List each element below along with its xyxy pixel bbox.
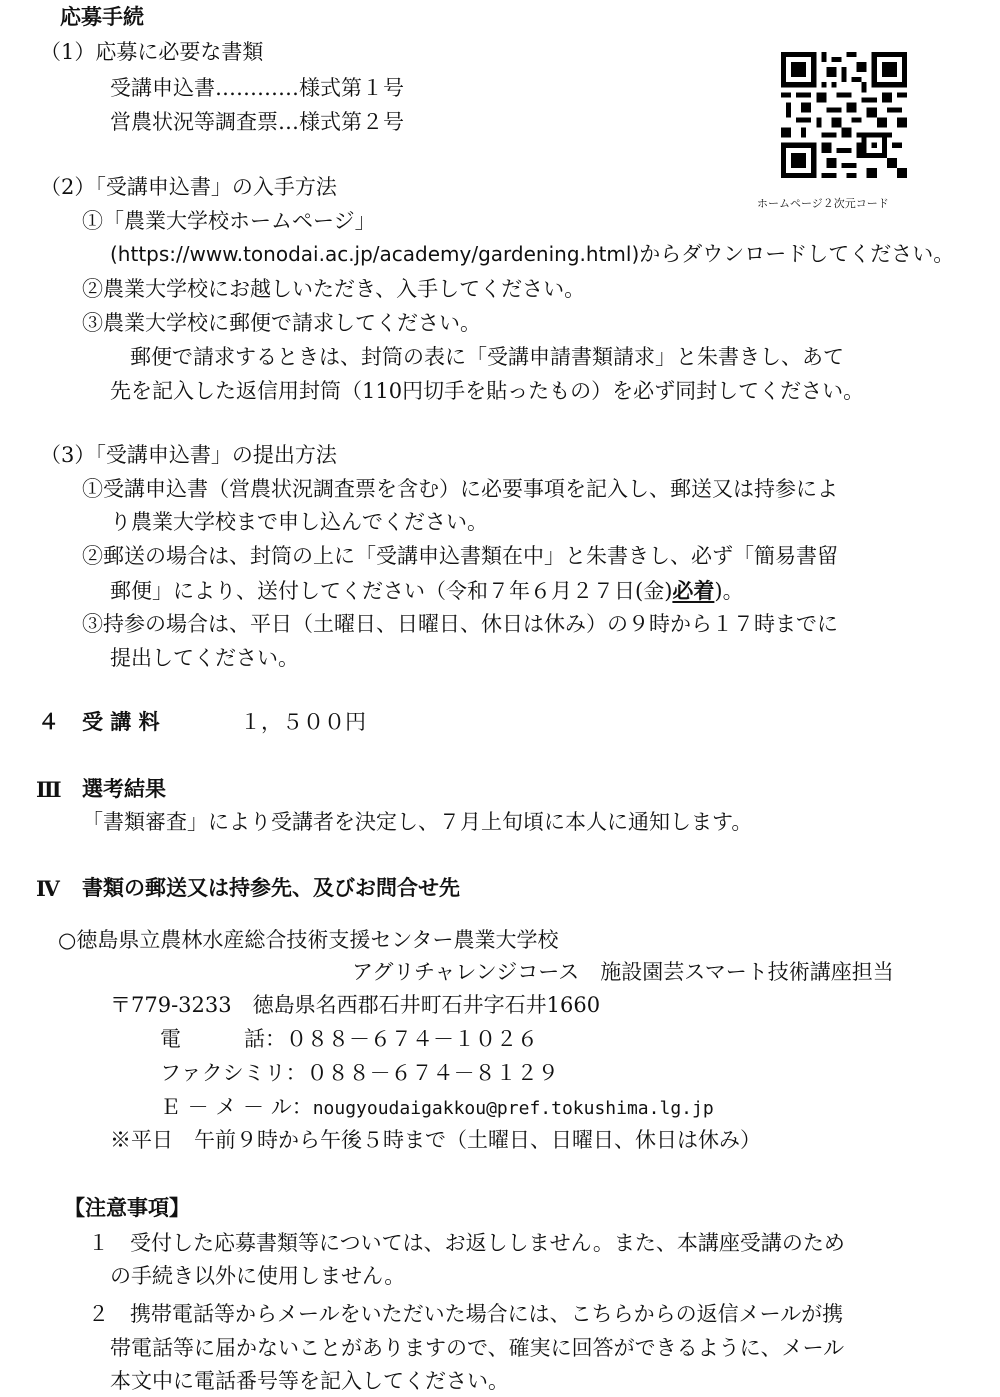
s3-item2-l2c: )。	[714, 579, 744, 603]
s2-item3: ③農業大学校に郵便で請求してください。	[82, 311, 481, 335]
s3-item2-l2a: 郵便」により、送付してください（令和７年６月２７日(金)	[110, 579, 673, 603]
fee-label: 受 講 料	[82, 710, 160, 734]
contact-dept: アグリチャレンジコース 施設園芸スマート技術講座担当	[352, 960, 894, 984]
contact-org: ○徳島県立農林水産総合技術支援センター農業大学校	[58, 928, 559, 952]
apply-heading: 応募手続	[60, 5, 144, 29]
s3-item1-l2: り農業大学校まで申し込んでください。	[110, 510, 488, 534]
contact-hours: ※平日 午前９時から午後５時まで（土曜日、日曜日、休日は休み）	[110, 1128, 761, 1152]
note2-l3: 本文中に電話番号等を記入してください。	[110, 1369, 509, 1393]
homepage-url-link[interactable]: (https://www.tonodai.ac.jp/academy/gardening.html)	[110, 242, 640, 266]
result-text: 「書類審査」により受講者を決定し、７月上旬頃に本人に通知します。	[82, 810, 753, 834]
s1-title: （1）応募に必要な書類	[40, 40, 264, 64]
fee-number: ４	[38, 710, 59, 734]
contact-number: Ⅳ	[36, 876, 60, 901]
tel-number: ０８８－６７４－１０２６	[286, 1027, 538, 1051]
notes-heading: 【注意事項】	[64, 1196, 190, 1220]
s2-item1-rest: からダウンロードしてください。	[639, 242, 955, 266]
contact-fax-row	[160, 1063, 559, 1084]
fax-number: ０８８－６７４－８１２９	[306, 1061, 559, 1085]
email-address[interactable]: nougyoudaigakkou@pref.tokushima.lg.jp	[312, 1098, 714, 1119]
s2-item1: ①「農業大学校ホームページ」	[82, 209, 376, 233]
contact-tel-row	[160, 1029, 538, 1050]
s3-item2-l1: ②郵送の場合は、封筒の上に「受講申込書類在中」と朱書きし、必ず「簡易書留	[82, 544, 838, 568]
s1-doc1: 受講申込書…………様式第１号	[110, 76, 404, 100]
s2-item3-note2: 先を記入した返信用封筒（110円切手を貼ったもの）を必ず同封してください。	[110, 379, 865, 403]
email-label: Ｅ － メ － ル：	[160, 1095, 313, 1119]
fax-label: ファクシミリ：	[160, 1061, 307, 1085]
s2-item3-note1: 郵便で請求するときは、封筒の表に「受講申請書類請求」と朱書きし、あて	[130, 345, 844, 369]
s2-item1-url-line	[110, 244, 954, 265]
qr-caption: ホームページ２次元コード	[757, 197, 889, 210]
arrival-required-note: 必着	[672, 578, 715, 603]
note1-l2: の手続き以外に使用しません。	[110, 1264, 406, 1288]
contact-email-row	[160, 1097, 714, 1118]
result-heading: 選考結果	[82, 777, 166, 801]
s2-item2: ②農業大学校にお越しいただき、入手してください。	[82, 277, 586, 301]
s2-title: （2）「受講申込書」の入手方法	[40, 175, 337, 199]
contact-heading: 書類の郵送又は持参先、及びお問合せ先	[82, 876, 460, 900]
result-number: Ⅲ	[36, 777, 62, 802]
note1-l1: １ 受付した応募書類等については、お返ししません。また、本講座受講のため	[88, 1231, 845, 1255]
note2-l2: 帯電話等に届かないことがありますので、確実に回答ができるように、メール	[110, 1336, 845, 1360]
qr-code-image	[780, 52, 908, 178]
s3-title: （3）「受講申込書」の提出方法	[40, 443, 337, 467]
fee-amount: １，５００円	[240, 710, 366, 734]
s3-item3-l1: ③持参の場合は、平日（土曜日、日曜日、休日は休み）の９時から１７時までに	[82, 612, 838, 636]
s3-item1-l1: ①受講申込書（営農状況調査票を含む）に必要事項を記入し、郵送又は持参によ	[82, 477, 838, 501]
tel-label: 電 話：	[160, 1027, 286, 1051]
note2-l1: ２ 携帯電話等からメールをいただいた場合には、こちらからの返信メールが携	[88, 1302, 844, 1326]
contact-address: 〒779-3233 徳島県名西郡石井町石井字石井1660	[110, 993, 601, 1017]
s1-doc2: 営農状況等調査票…様式第２号	[110, 110, 404, 134]
s3-item3-l2: 提出してください。	[110, 646, 299, 670]
s3-item2-l2	[110, 580, 744, 602]
